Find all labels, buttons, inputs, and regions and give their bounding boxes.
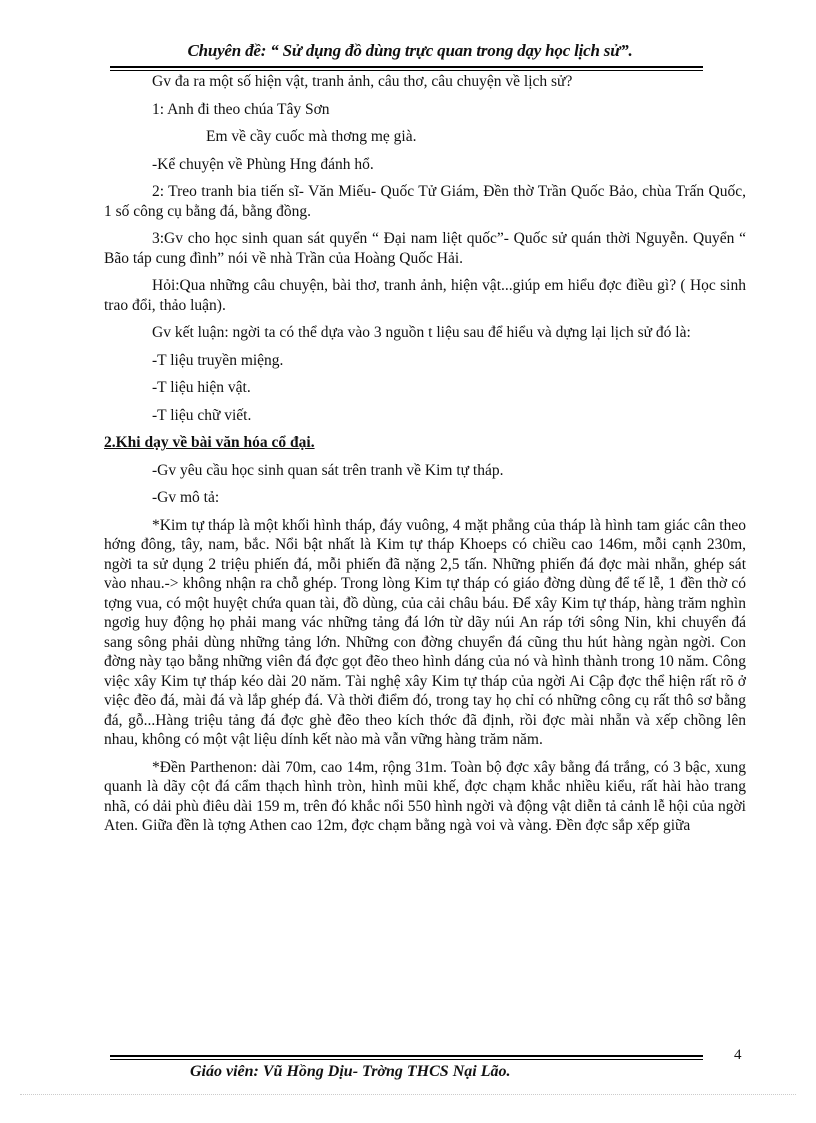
footer-rule-top	[110, 1055, 703, 1057]
paragraph: 1: Anh đi theo chúa Tây Sơn	[152, 100, 330, 118]
paragraph: -Kể chuyện về Phùng Hng đánh hổ.	[152, 155, 374, 173]
page-header-title: Chuyên đề: “ Sử dụng đồ dùng trực quan trong dạy học lịch sử”.	[187, 41, 633, 60]
paragraph: 3:Gv cho học sinh quan sát quyển “ Đại nam liệt quốc”- Quốc sử quán thời Nguyễn. Quyển “ Bão táp cung đình” nói về nhà Trần của Hoàng Quốc Hải.	[104, 230, 746, 267]
list-item: -T liệu chữ viết.	[152, 406, 252, 424]
page-number: 4	[734, 1047, 742, 1063]
footer-rule-bottom	[110, 1059, 703, 1060]
list-item: -T liệu truyền miệng.	[152, 351, 284, 369]
paragraph-parthenon: *Đền Parthenon: dài 70m, cao 14m, rộng 31m. Toàn bộ đợc xây bằng đá trắng, có 3 bậc, xung quanh là dãy cột đá cẩm thạch hình tròn, hình mũi khế, đợc chạm khắc nhiều kiểu, rất hài hào trang nhã, có dải phù điêu dài 159 m, trên đó khắc nổi 550 hình ngời và động vật diễn tả cảnh lễ hội của ngời Aten. Giữa đền là tợng Athen cao 12m, đợc chạm bằng ngà voi và vàng. Đền đợc sắp xếp giữa	[104, 758, 746, 834]
page-edge-divider	[20, 1094, 796, 1095]
paragraph: Hỏi:Qua những câu chuyện, bài thơ, tranh ảnh, hiện vật...giúp em hiểu đợc điều gì? ( Học sinh trao đổi, thảo luận).	[104, 277, 746, 314]
paragraph: -Gv mô tả:	[152, 489, 220, 506]
list-item: -T liệu hiện vật.	[152, 379, 251, 396]
footer-author: Giáo viên: Vũ Hồng Dịu- Trờng THCS Nại Lão.	[190, 1063, 511, 1080]
header-rule-top	[110, 66, 703, 68]
paragraph: Gv đa ra một số hiện vật, tranh ảnh, câu thơ, câu chuyện về lịch sử?	[152, 73, 573, 90]
paragraph: -Gv yêu cầu học sinh quan sát trên tranh về Kim tự tháp.	[152, 461, 504, 479]
paragraph-pyramid: *Kim tự tháp là một khối hình tháp, đáy vuông, 4 mặt phẳng của tháp là hình tam giác cân theo hớng đông, tây, nam, bắc. Nổi bật nhất là Kim tự tháp Khoeps có chiều cao 146m, mỗi cạnh 230m, ngời ta sử dụng 2 triệu phiến đá, mỗi phiến đã nặng 2,5 tấn. Những phiến đá đợc mài nhẵn, ghép sát vào nhau.-> không nhận ra chỗ ghép. Trong lòng Kim tự tháp có giáo đờng dùng để tế lễ, 1 đền thờ có tợng vua, có một huyệt chứa quan tài, đồ dùng, của cải châu báu. Để xây Kim tự tháp, hàng trăm nghìn ngơig huy động họ phải mang vác những tảng đá lớn từ dãy núi An ráp tới sông Nin, khi chuyển đá sang sông phải dùng những tảng lớn. Những con đờng chuyển đá cũng thu hút hàng ngàn ngời. Con đờng này tạo bằng những viên đá đợc gọt đẽo theo hình dáng của nó và hình thành trong 10 năm. Công việc xây Kim tự tháp kéo dài 20 năm. Tài nghệ xây Kim tự tháp của ngời Ai Cập đợc thể hiện rất rõ ở việc đẽo đá, mài đá và lắp ghép đá. Và thời điểm đó, trong tay họ chỉ có những công cụ rất thô sơ bằng đá, gỗ...Hàng triệu tảng đá đợc ghè đẽo theo kích thớc đã định, rồi đợc mài nhẵn và xếp chồng lên nhau, không có một vật liệu dính kết nào mà vẫn vững hàng trăm năm.	[104, 516, 746, 748]
section-heading: 2.Khi dạy về bài văn hóa cổ đại.	[104, 434, 315, 451]
document-body	[104, 72, 746, 844]
poem-line: Em về cầy cuốc mà thơng mẹ già.	[206, 128, 417, 145]
paragraph: Gv kết luận: ngời ta có thể dựa vào 3 nguồn t liệu sau để hiểu và dựng lại lịch sử đó là:	[152, 324, 691, 341]
header-rule-bottom	[110, 70, 703, 71]
paragraph: 2: Treo tranh bia tiến sĩ- Văn Miếu- Quốc Tử Giám, Đền thờ Trần Quốc Bảo, chùa Trấn Quốc, 1 số công cụ bằng đá, bằng đồng.	[104, 183, 746, 220]
